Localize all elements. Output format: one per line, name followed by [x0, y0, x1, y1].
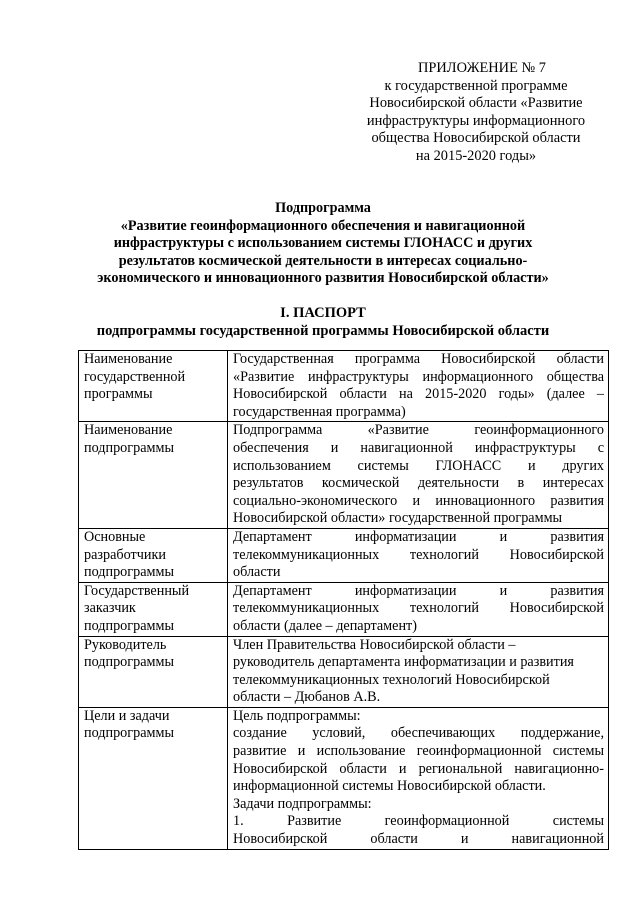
annex-line: на 2015-2020 годы»: [415, 147, 537, 164]
passport-row: [79, 528, 609, 582]
value-line: использованием системы ГЛОНАСС и других: [233, 457, 604, 474]
label-line: Государственный: [84, 582, 190, 599]
value-line: обеспечения и навигационной инфраструктуры с: [233, 439, 604, 456]
annex-line: инфраструктуры информационного: [366, 112, 586, 129]
value-line: области – Дюбанов А.В.: [233, 689, 381, 706]
value-line: Член Правительства Новосибирской области –: [233, 636, 516, 653]
label-line: Наименование: [84, 351, 173, 367]
value-line: социально-экономического и инновационного развития: [233, 492, 604, 509]
value-line: государственная программа): [233, 403, 406, 420]
value-line: Новосибирской области» государственной программы: [233, 510, 563, 527]
passport-row: [79, 707, 609, 849]
value-line: Новосибирской области и навигационной: [233, 831, 604, 848]
subprogram-name-line: «Развитие геоинформационного обеспечения и навигационной: [120, 217, 526, 234]
value-line: информационной системы Новосибирской области.: [233, 778, 546, 795]
passport-row-label: [79, 707, 228, 849]
passport-row: [79, 582, 609, 636]
value-line: «Развитие инфраструктуры информационного общества: [233, 368, 604, 385]
value-line: Государственная программа Новосибирской области: [233, 351, 604, 367]
label-line: подпрограммы: [84, 617, 174, 634]
value-line: телекоммуникационных технологий Новосибирской: [233, 600, 604, 617]
label-line: подпрограммы: [84, 654, 174, 671]
value-line: Новосибирской области и региональной навигационно-: [233, 760, 604, 777]
passport-title: I. ПАСПОРТ: [280, 305, 366, 321]
value-line: Новосибирской области на 2015-2020 годы» (далее –: [233, 386, 604, 403]
label-line: государственной: [84, 368, 186, 385]
annex-title: ПРИЛОЖЕНИЕ № 7: [418, 60, 546, 76]
label-line: Цели и задачи: [84, 707, 170, 724]
annex-line: к государственной программе: [384, 77, 568, 94]
passport-row-value: [228, 351, 609, 422]
subprogram-name-line: результатов космической деятельности в интересах социально-: [118, 252, 528, 269]
passport-row: [79, 351, 609, 422]
passport-row-value: [228, 528, 609, 582]
passport-table: [78, 350, 609, 850]
value-line: области: [233, 564, 281, 581]
label-line: Руководитель: [84, 636, 167, 653]
passport-row-label: [79, 422, 228, 529]
passport-row-value: [228, 422, 609, 529]
label-line: заказчик: [84, 600, 136, 617]
passport-row-value: [228, 707, 609, 849]
label-line: разработчики: [84, 546, 166, 563]
value-line: Департамент информатизации и развития: [233, 582, 604, 599]
subprogram-name-line: инфраструктуры с использованием системы ГЛОНАСС и других: [113, 235, 533, 252]
passport-row: [79, 422, 609, 529]
passport-row-value: [228, 636, 609, 707]
value-line: Цель подпрограммы:: [233, 707, 361, 724]
passport-row-label: [79, 528, 228, 582]
value-line: руководитель департамента информатизации и развития: [233, 654, 574, 671]
label-line: подпрограммы: [84, 564, 174, 581]
value-line: телекоммуникационных технологий Новосибирской: [233, 671, 550, 688]
subprogram-title: Подпрограмма: [275, 200, 371, 216]
passport-row-label: [79, 351, 228, 422]
value-line: создание условий, обеспечивающих поддержание,: [233, 725, 604, 742]
passport-heading: [60, 304, 586, 340]
passport-row-label: [79, 582, 228, 636]
value-line: результатов космической деятельности в интересах: [233, 475, 604, 492]
value-line: Подпрограмма «Развитие геоинформационного: [233, 422, 604, 439]
value-line: области (далее – департамент): [233, 617, 417, 634]
subprogram-heading: [60, 200, 586, 288]
label-line: Основные: [84, 528, 146, 545]
annex-line: общества Новосибирской области: [371, 130, 581, 147]
passport-row: [79, 636, 609, 707]
value-line: развитие и использование геоинформационной системы: [233, 743, 604, 760]
label-line: подпрограммы: [84, 725, 174, 742]
subprogram-name-line: экономического и инновационного развития Новосибирской области»: [97, 270, 549, 287]
label-line: программы: [84, 386, 153, 403]
passport-row-label: [79, 636, 228, 707]
passport-subtitle: подпрограммы государственной программы Новосибирской области: [96, 323, 550, 339]
label-line: Наименование: [84, 422, 173, 439]
annex-line: Новосибирской области «Развитие: [369, 95, 583, 112]
value-line: 1. Развитие геоинформационной системы: [233, 813, 604, 830]
passport-row-value: [228, 582, 609, 636]
value-line: телекоммуникационных технологий Новосибирской: [233, 546, 604, 563]
annex-block: [350, 60, 602, 166]
value-line: Департамент информатизации и развития: [233, 528, 604, 545]
label-line: подпрограммы: [84, 439, 174, 456]
value-line: Задачи подпрограммы:: [233, 795, 372, 812]
